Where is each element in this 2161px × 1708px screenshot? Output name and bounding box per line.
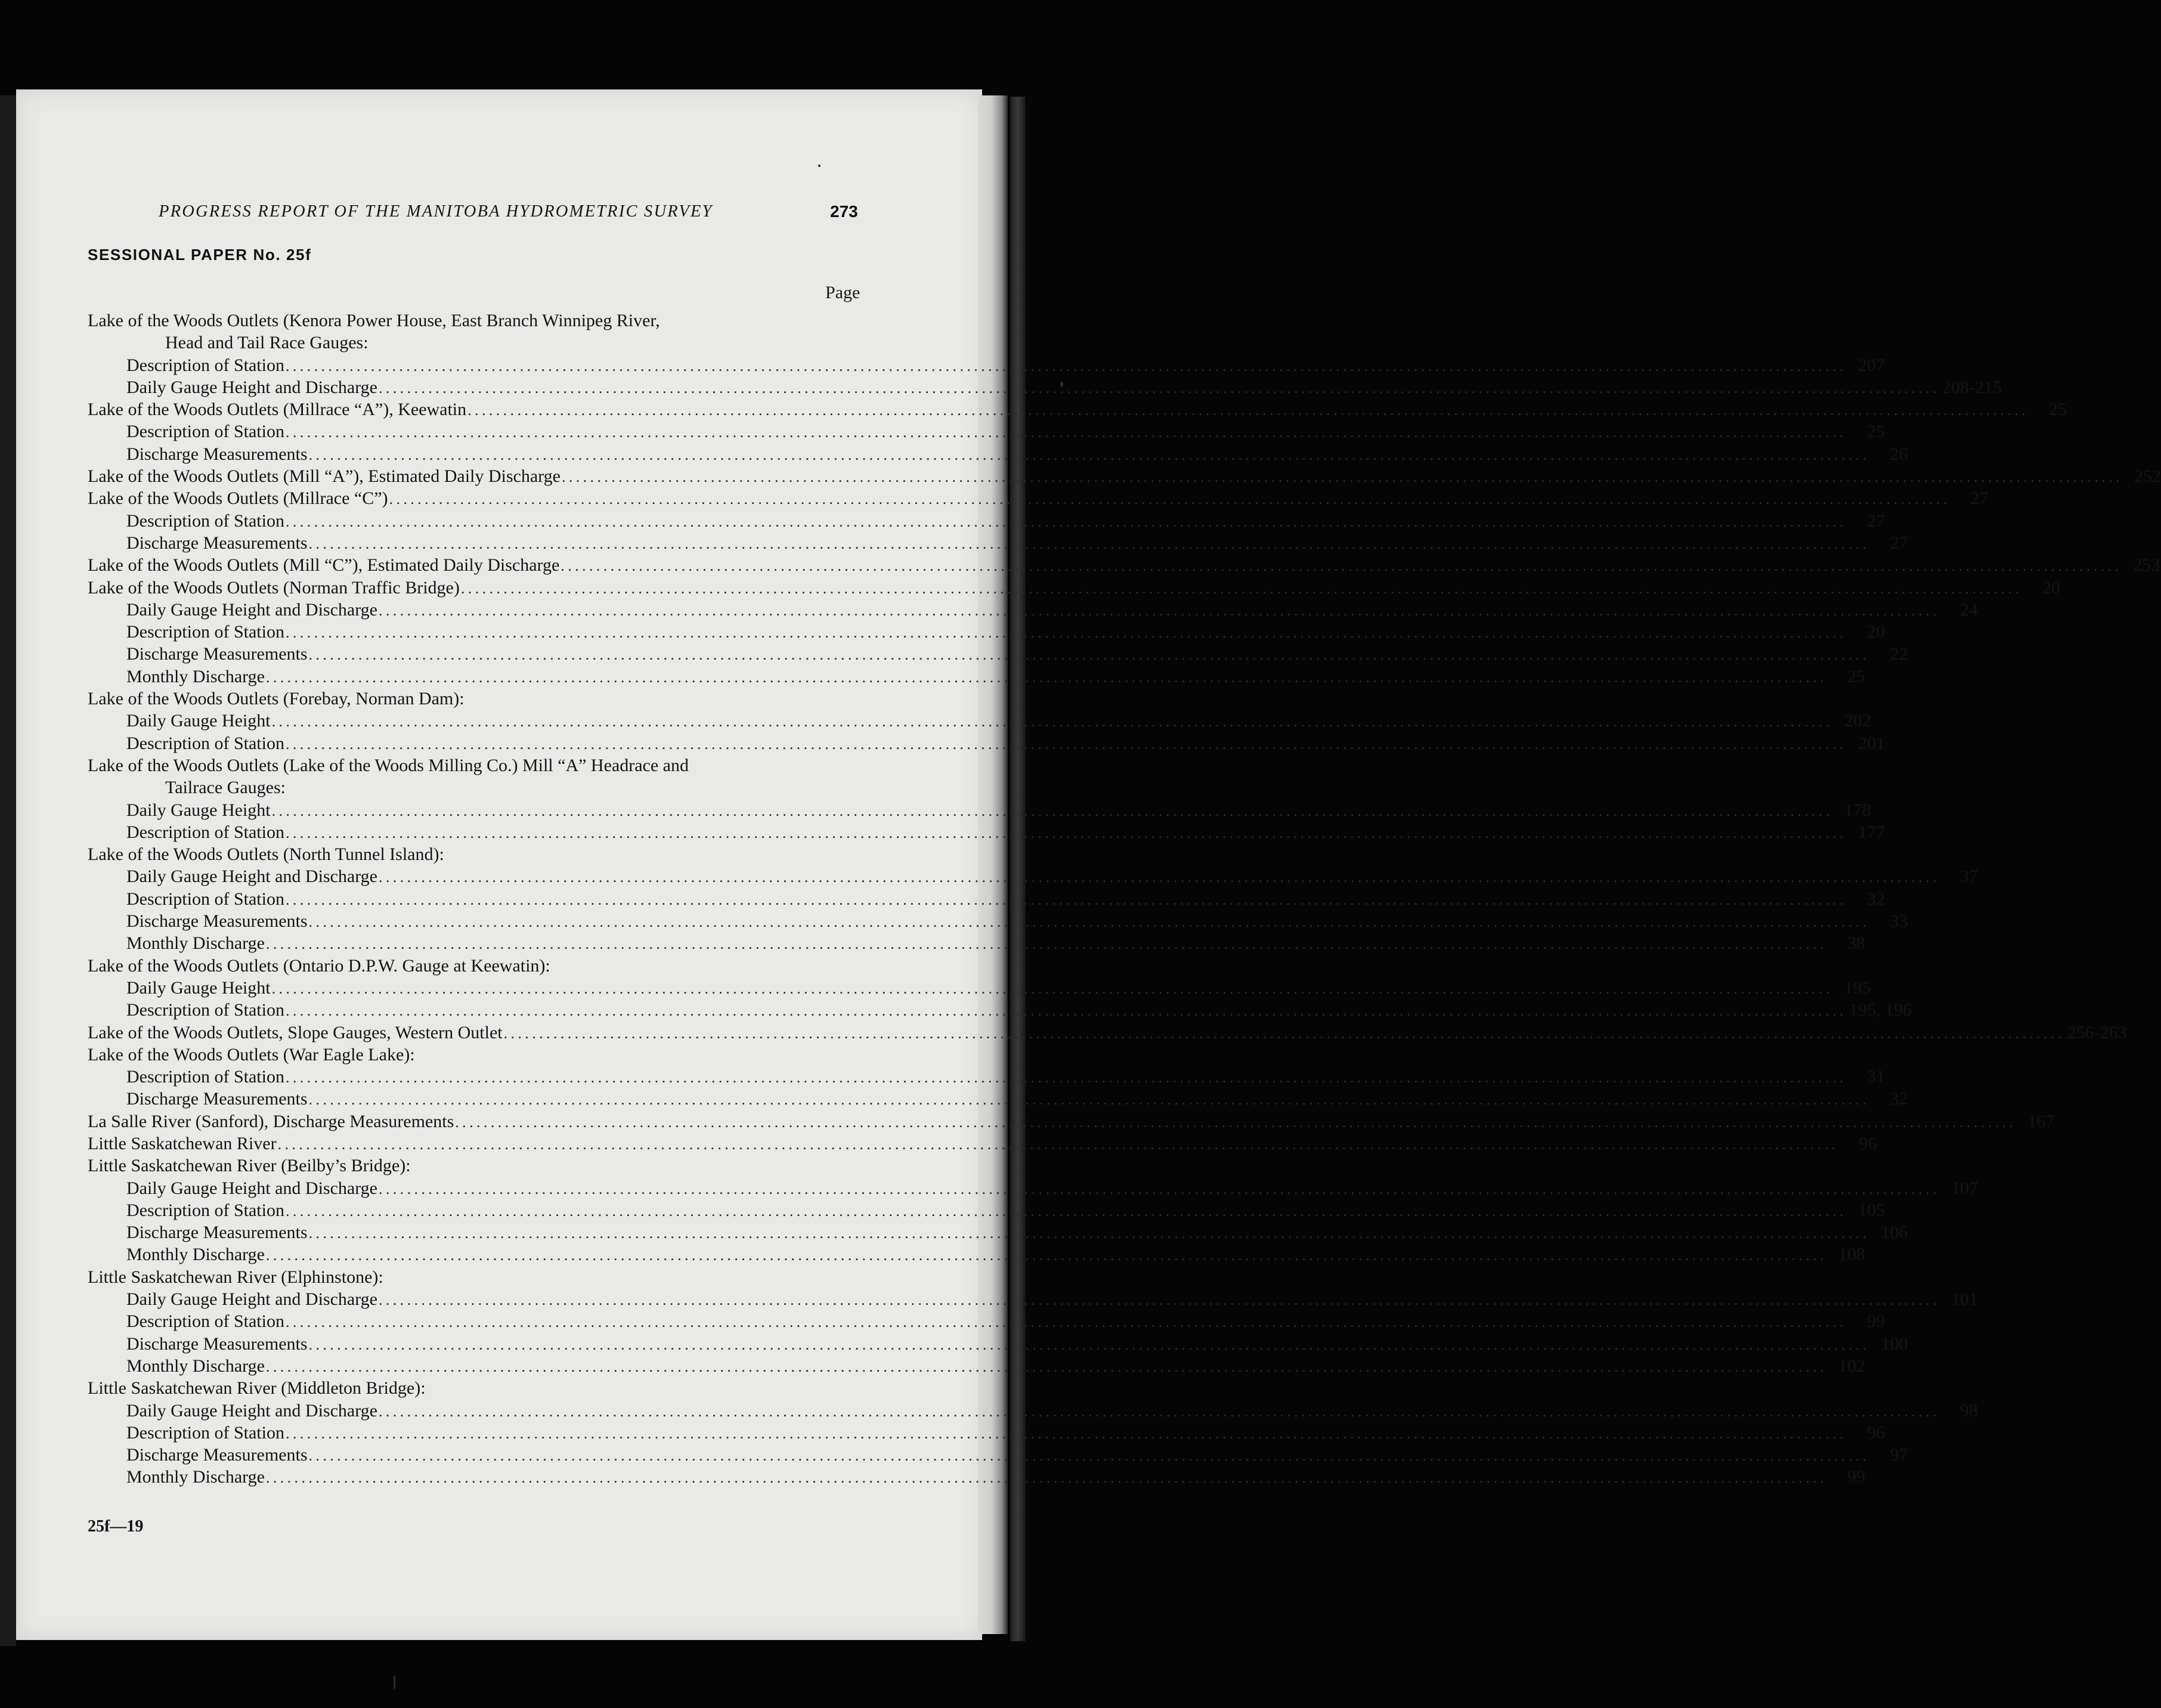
entry-label: Description of Station [126, 622, 284, 642]
dot-leader: ............................................................................................................................................................................................................................ [308, 913, 1870, 931]
entry-page-number: 107 [1951, 1178, 1978, 1198]
entry-page-number: 25 [2049, 400, 2067, 420]
entry-label: Discharge Measurements [126, 644, 308, 664]
dot-leader: ............................................................................................................................................................................................................................ [378, 379, 1940, 397]
entry-label: Description of Station [126, 889, 284, 909]
entry-page-number: 96 [1866, 1422, 1885, 1443]
entry-label: Lake of the Woods Outlets (Millrace “A”), Keewatin [88, 400, 467, 420]
entry-page-number: 31 [1866, 1067, 1885, 1087]
index-entry [88, 1333, 1908, 1355]
dot-leader: ............................................................................................................................................................................................................................ [277, 1135, 1839, 1153]
page-column-heading: Page [825, 283, 860, 302]
entry-page-number: 256-263 [2067, 1022, 2127, 1042]
entry-label: Discharge Measurements [126, 1223, 308, 1243]
dot-leader: ............................................................................................................................................................................................................................ [308, 1224, 1870, 1242]
dot-leader: ............................................................................................................................................................................................................................ [285, 824, 1847, 841]
entry-label: Head and Tail Race Gauges: [165, 333, 369, 353]
dot-leader: ............................................................................................................................................................................................................................ [265, 1357, 1827, 1375]
dot-leader: ............................................................................................................................................................................................................................ [378, 601, 1940, 619]
index-entry [88, 1288, 1978, 1310]
index-entry [88, 666, 1865, 688]
dot-leader: ............................................................................................................................................................................................................................ [308, 646, 1870, 664]
entry-label: Monthly Discharge [126, 933, 265, 954]
entry-label: Lake of the Woods Outlets (Mill “C”), Estimated Daily Discharge [88, 555, 560, 575]
entry-label: Lake of the Woods Outlets (Norman Traffic Bridge) [88, 577, 460, 598]
entry-page-number: 20 [1866, 622, 1885, 642]
index-entry [88, 932, 1865, 954]
index-entry [88, 1022, 2127, 1044]
entry-label: Description of Station [126, 1200, 284, 1220]
index-entry [88, 1221, 1908, 1243]
entry-page-number: 32 [1866, 889, 1885, 909]
entry-label: Lake of the Woods Outlets (Kenora Power House, East Branch Winnipeg River, [88, 311, 660, 330]
entry-label: Daily Gauge Height and Discharge [126, 867, 377, 887]
entry-label: Discharge Measurements [126, 444, 308, 464]
entry-page-number: 100 [1881, 1333, 1908, 1354]
index-entry [88, 465, 2161, 487]
entry-page-number: 98 [1959, 1400, 1978, 1421]
entry-page-number: 207 [1857, 355, 1885, 375]
dot-leader: ............................................................................................................................................................................................................................ [285, 423, 1847, 441]
entry-page-number: 37 [1959, 867, 1978, 887]
entry-page-number: 208-215 [1942, 377, 2002, 397]
entry-label: Lake of the Woods Outlets, Slope Gauges, Western Outlet [88, 1022, 503, 1042]
index-entry [88, 1466, 1865, 1488]
entry-page-number: 253 [2133, 555, 2160, 575]
dot-leader: ............................................................................................................................................................................................................................ [265, 1469, 1827, 1487]
entry-label: Daily Gauge Height and Discharge [126, 377, 377, 397]
entry-page-number: 22 [1890, 644, 1908, 664]
entry-label: Daily Gauge Height [126, 711, 271, 731]
dot-leader: ............................................................................................................................................................................................................................ [271, 713, 1833, 731]
index-entry [88, 1266, 869, 1288]
entry-label: Little Saskatchewan River (Middleton Bridge): [88, 1378, 426, 1398]
entry-page-number: 25 [1866, 422, 1885, 442]
dot-leader: ............................................................................................................................................................................................................................ [285, 1069, 1847, 1087]
index-entry [88, 1088, 1908, 1110]
index-entry [88, 577, 2060, 599]
index-entry [88, 888, 1885, 910]
entry-label: Monthly Discharge [126, 666, 265, 686]
index-entry [88, 977, 1871, 999]
entry-page-number: 201 [1857, 733, 1885, 753]
index-entry [88, 1155, 869, 1177]
dot-leader: ............................................................................................................................................................................................................................ [285, 1002, 1847, 1020]
entry-page-number: 27 [1970, 488, 1989, 509]
dot-leader: ............................................................................................................................................................................................................................ [285, 1202, 1847, 1220]
entry-page-number: 167 [2027, 1111, 2055, 1131]
entry-label: Description of Station [126, 1311, 284, 1332]
entry-label: Discharge Measurements [126, 1445, 308, 1465]
dot-leader: ............................................................................................................................................................................................................................ [378, 1402, 1940, 1420]
entry-label: Daily Gauge Height and Discharge [126, 599, 377, 620]
entry-page-number: 195 [1844, 977, 1871, 998]
entry-label: Description of Station [126, 733, 284, 753]
entry-page-number: 195, 196 [1849, 1000, 1912, 1020]
dot-leader: ............................................................................................................................................................................................................................ [285, 357, 1847, 375]
dot-leader: ............................................................................................................................................................................................................................ [285, 1313, 1847, 1331]
index-entry [88, 1066, 1885, 1088]
index-entry [88, 643, 1908, 665]
dot-leader: ............................................................................................................................................................................................................................ [308, 1335, 1870, 1353]
entry-label: Daily Gauge Height [126, 977, 271, 998]
dot-leader: ............................................................................................................................................................................................................................ [308, 1447, 1870, 1465]
entry-label: Description of Station [126, 822, 284, 842]
entry-page-number: 33 [1890, 911, 1908, 932]
dot-leader: ............................................................................................................................................................................................................................ [285, 624, 1847, 642]
entry-page-number: 202 [1844, 711, 1871, 731]
dot-leader: ............................................................................................................................................................................................................................ [378, 1180, 1940, 1198]
sessional-paper-label: SESSIONAL PAPER No. 25f [88, 246, 312, 264]
dot-leader: ............................................................................................................................................................................................................................ [265, 1246, 1827, 1264]
entry-label: Description of Station [126, 1000, 284, 1020]
dot-leader: ............................................................................................................................................................................................................................ [308, 534, 1870, 552]
index-entry [88, 710, 1871, 732]
index-entry [88, 1422, 1885, 1444]
index-entry [88, 999, 1912, 1021]
entry-label: Discharge Measurements [126, 1333, 308, 1354]
index-entry [88, 910, 1908, 932]
dot-leader: ............................................................................................................................................................................................................................ [265, 668, 1827, 686]
index-entry [88, 955, 869, 977]
index-entry [88, 532, 1908, 554]
index-entry [88, 599, 1978, 621]
entry-label: Tailrace Gauges: [165, 778, 286, 798]
signature-mark: 25f—19 [88, 1517, 144, 1536]
entry-label: Description of Station [126, 1422, 284, 1443]
entry-page-number: 27 [1866, 510, 1885, 531]
entry-label: Description of Station [126, 510, 284, 531]
entry-page-number: 177 [1857, 822, 1885, 842]
index-entry [88, 621, 1885, 643]
entry-page-number: 178 [1844, 800, 1871, 820]
entry-page-number: 97 [1890, 1445, 1908, 1465]
page-number: 273 [830, 202, 858, 221]
dot-leader: ............................................................................................................................................................................................................................ [503, 1024, 2065, 1042]
index-entry [88, 510, 1885, 532]
entry-label: Monthly Discharge [126, 1245, 265, 1265]
index-entry [88, 688, 869, 710]
entry-page-number: 32 [1890, 1089, 1908, 1109]
entry-page-number: 26 [1890, 444, 1908, 464]
index-entry [88, 376, 2002, 398]
index-entry [88, 443, 1908, 465]
dot-leader: ............................................................................................................................................................................................................................ [455, 1113, 2017, 1131]
entry-page-number: 38 [1847, 933, 1865, 954]
index-entry [88, 420, 1885, 443]
scan-left-border [0, 95, 16, 1646]
dot-leader: ............................................................................................................................................................................................................................ [271, 802, 1833, 819]
entry-label: Lake of the Woods Outlets (North Tunnel Island): [88, 844, 444, 865]
index-entry [88, 1133, 1877, 1155]
index-entry [88, 799, 1871, 821]
entry-label: Description of Station [126, 355, 284, 375]
index-entry [88, 1400, 1978, 1422]
index-entry [88, 354, 1885, 376]
entry-page-number: 99 [1866, 1311, 1885, 1332]
entry-page-number: 25 [1847, 666, 1865, 686]
dot-leader: ............................................................................................................................................................................................................................ [285, 735, 1847, 753]
scan-speck [818, 165, 821, 167]
index-entry [88, 1355, 1865, 1377]
index-entry [88, 1110, 2055, 1133]
dot-leader: ............................................................................................................................................................................................................................ [285, 512, 1847, 530]
index-entry [88, 1310, 1885, 1332]
index-entry [88, 1177, 1978, 1199]
index-entry [88, 732, 1885, 754]
entry-page-number: 102 [1838, 1356, 1865, 1376]
entry-label: Daily Gauge Height and Discharge [126, 1178, 377, 1198]
index-entry [88, 843, 869, 865]
dot-leader: ............................................................................................................................................................................................................................ [285, 1424, 1847, 1442]
entry-label: Lake of the Woods Outlets (Lake of the Woods Milling Co.) Mill “A” Headrace and [88, 755, 689, 775]
entry-label: Little Saskatchewan River [88, 1133, 277, 1153]
dot-leader: ............................................................................................................................................................................................................................ [378, 868, 1940, 886]
entry-label: Discharge Measurements [126, 911, 308, 932]
entry-label: Monthly Discharge [126, 1356, 265, 1376]
index-entry [88, 821, 1885, 843]
index-entry [88, 487, 1989, 509]
entry-label: Daily Gauge Height and Discharge [126, 1289, 377, 1310]
index-entry [88, 754, 869, 776]
dot-leader: ............................................................................................................................................................................................................................ [271, 979, 1833, 997]
entry-page-number: 99 [1847, 1467, 1865, 1487]
entry-page-number: 252 [2134, 466, 2161, 487]
entry-page-number: 96 [1859, 1133, 1877, 1153]
index-entry [88, 776, 869, 799]
entry-label: Discharge Measurements [126, 1089, 308, 1109]
index-entry [88, 554, 2160, 576]
dot-leader: ............................................................................................................................................................................................................................ [561, 557, 2122, 575]
entry-label: Monthly Discharge [126, 1467, 265, 1487]
entry-label: Lake of the Woods Outlets (Millrace “C”) [88, 488, 388, 509]
dot-leader: ............................................................................................................................................................................................................................ [308, 445, 1870, 463]
dot-leader: ............................................................................................................................................................................................................................ [285, 890, 1847, 908]
index-entry [88, 332, 869, 354]
dot-leader: ............................................................................................................................................................................................................................ [468, 401, 2029, 419]
entry-label: Daily Gauge Height and Discharge [126, 1400, 377, 1421]
entry-page-number: 105 [1857, 1200, 1885, 1220]
entry-label: Lake of the Woods Outlets (Ontario D.P.W. Gauge at Keewatin): [88, 955, 550, 976]
entry-label: Discharge Measurements [126, 533, 308, 553]
index-entry [88, 310, 869, 332]
running-head [0, 202, 1088, 226]
index-entry [88, 1199, 1885, 1221]
entry-label: Lake of the Woods Outlets (Mill “A”), Estimated Daily Discharge [88, 466, 561, 487]
entry-label: Little Saskatchewan River (Beilby’s Bridge): [88, 1156, 411, 1176]
entry-label: Little Saskatchewan River (Elphinstone): [88, 1267, 383, 1287]
entry-label: La Salle River (Sanford), Discharge Measurements [88, 1111, 454, 1131]
dot-leader: ............................................................................................................................................................................................................................ [389, 490, 1951, 508]
dot-leader: ............................................................................................................................................................................................................................ [460, 579, 2022, 597]
index-entry [88, 865, 1978, 887]
dot-leader: ............................................................................................................................................................................................................................ [378, 1291, 1940, 1309]
running-title: PROGRESS REPORT OF THE MANITOBA HYDROMETRIC SURVEY [159, 202, 713, 221]
entry-page-number: 106 [1881, 1223, 1908, 1243]
index-entries [88, 310, 2161, 1489]
entry-label: Description of Station [126, 422, 284, 442]
index-entry [88, 1377, 869, 1399]
index-entry [88, 398, 2067, 420]
scan-speck [394, 1676, 395, 1689]
entry-page-number: 101 [1951, 1289, 1978, 1310]
entry-label: Daily Gauge Height [126, 800, 271, 820]
entry-label: Description of Station [126, 1067, 284, 1087]
entry-page-number: 24 [1959, 599, 1978, 620]
index-entry [88, 1243, 1865, 1265]
entry-label: Lake of the Woods Outlets (Forebay, Norman Dam): [88, 689, 465, 709]
entry-label: Lake of the Woods Outlets (War Eagle Lake): [88, 1044, 415, 1065]
entry-page-number: 108 [1838, 1245, 1865, 1265]
dot-leader: ............................................................................................................................................................................................................................ [308, 1091, 1870, 1109]
dot-leader: ............................................................................................................................................................................................................................ [265, 935, 1827, 953]
entry-page-number: 27 [1890, 533, 1908, 553]
dot-leader: ............................................................................................................................................................................................................................ [561, 468, 2123, 486]
index-entry [88, 1044, 869, 1066]
entry-page-number: 20 [2042, 577, 2060, 598]
index-entry [88, 1444, 1908, 1466]
